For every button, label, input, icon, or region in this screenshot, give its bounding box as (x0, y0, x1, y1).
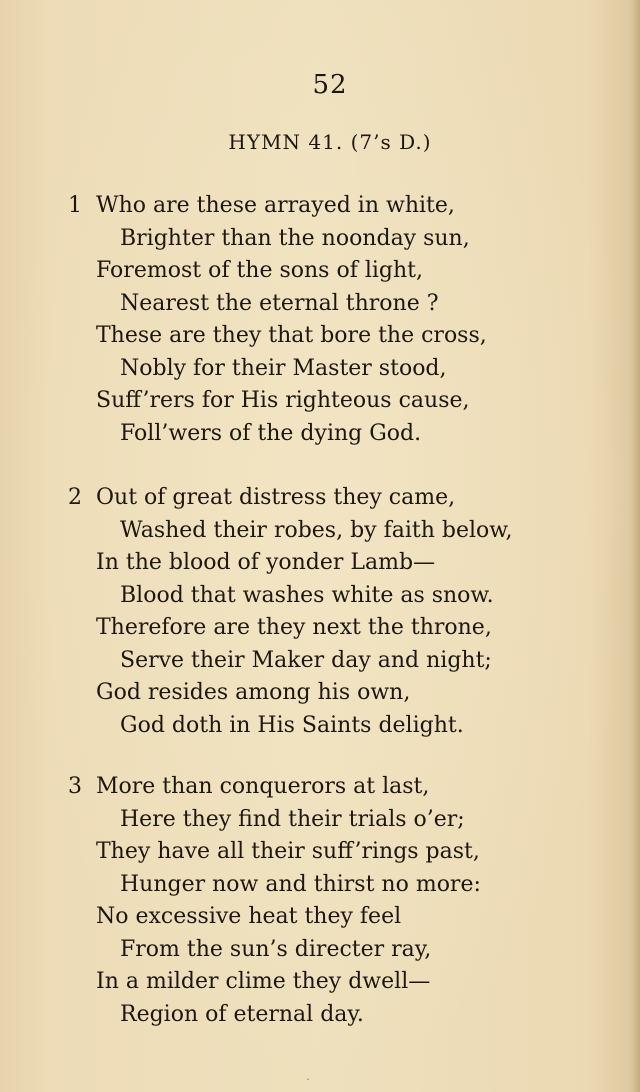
stanza-line: God resides among his own, (96, 680, 411, 705)
stanza-line: Brighter than the noonday sun, (120, 225, 470, 251)
stanza-line: No excessive heat they feel (96, 904, 402, 929)
stanza-line: In the blood of yonder Lamb— (96, 550, 436, 575)
stanza-line: Foremost of the sons of light, (96, 258, 424, 283)
stanza-line: Nearest the eternal throne ? (120, 290, 439, 316)
stanza-number: 3 (68, 774, 82, 799)
stanza-number: 2 (68, 485, 82, 510)
stanza-line: Region of eternal day. (120, 1001, 364, 1027)
stanza-line: Hunger now and thirst no more: (120, 871, 481, 897)
stanza-line: In a milder clime they dwell— (96, 969, 431, 994)
stanza-line: They have all their suff’rings past, (96, 839, 480, 864)
page-number: 52 (312, 70, 348, 100)
page-edge-shadow (630, 0, 640, 1092)
print-mark-icon: ˇ (306, 1078, 310, 1087)
stanza-number: 1 (68, 193, 82, 218)
stanza-line: Suff’rers for His righteous cause, (96, 388, 470, 413)
stanza-line: Out of great distress they came, (96, 485, 456, 510)
stanza-line: Serve their Maker day and night; (120, 647, 492, 673)
stanza-line: Blood that washes white as snow. (120, 582, 494, 608)
stanza-line: Therefore are they next the throne, (96, 615, 492, 640)
stanza-line: More than conquerors at last, (96, 774, 430, 799)
stanza-line: Foll’wers of the dying God. (120, 420, 422, 446)
stanza-line: Nobly for their Master stood, (120, 355, 447, 381)
stanza-line: From the sun’s directer ray, (120, 936, 432, 962)
stanza-line: Who are these arrayed in white, (96, 193, 455, 218)
stanza-line: These are they that bore the cross, (96, 323, 487, 348)
stanza-line: Washed their robes, by faith below, (120, 517, 513, 543)
hymn-title: HYMN 41. (7’s D.) (228, 130, 432, 154)
stanza-line: Here they find their trials o’er; (120, 806, 465, 832)
stanza-line: God doth in His Saints delight. (120, 712, 464, 738)
